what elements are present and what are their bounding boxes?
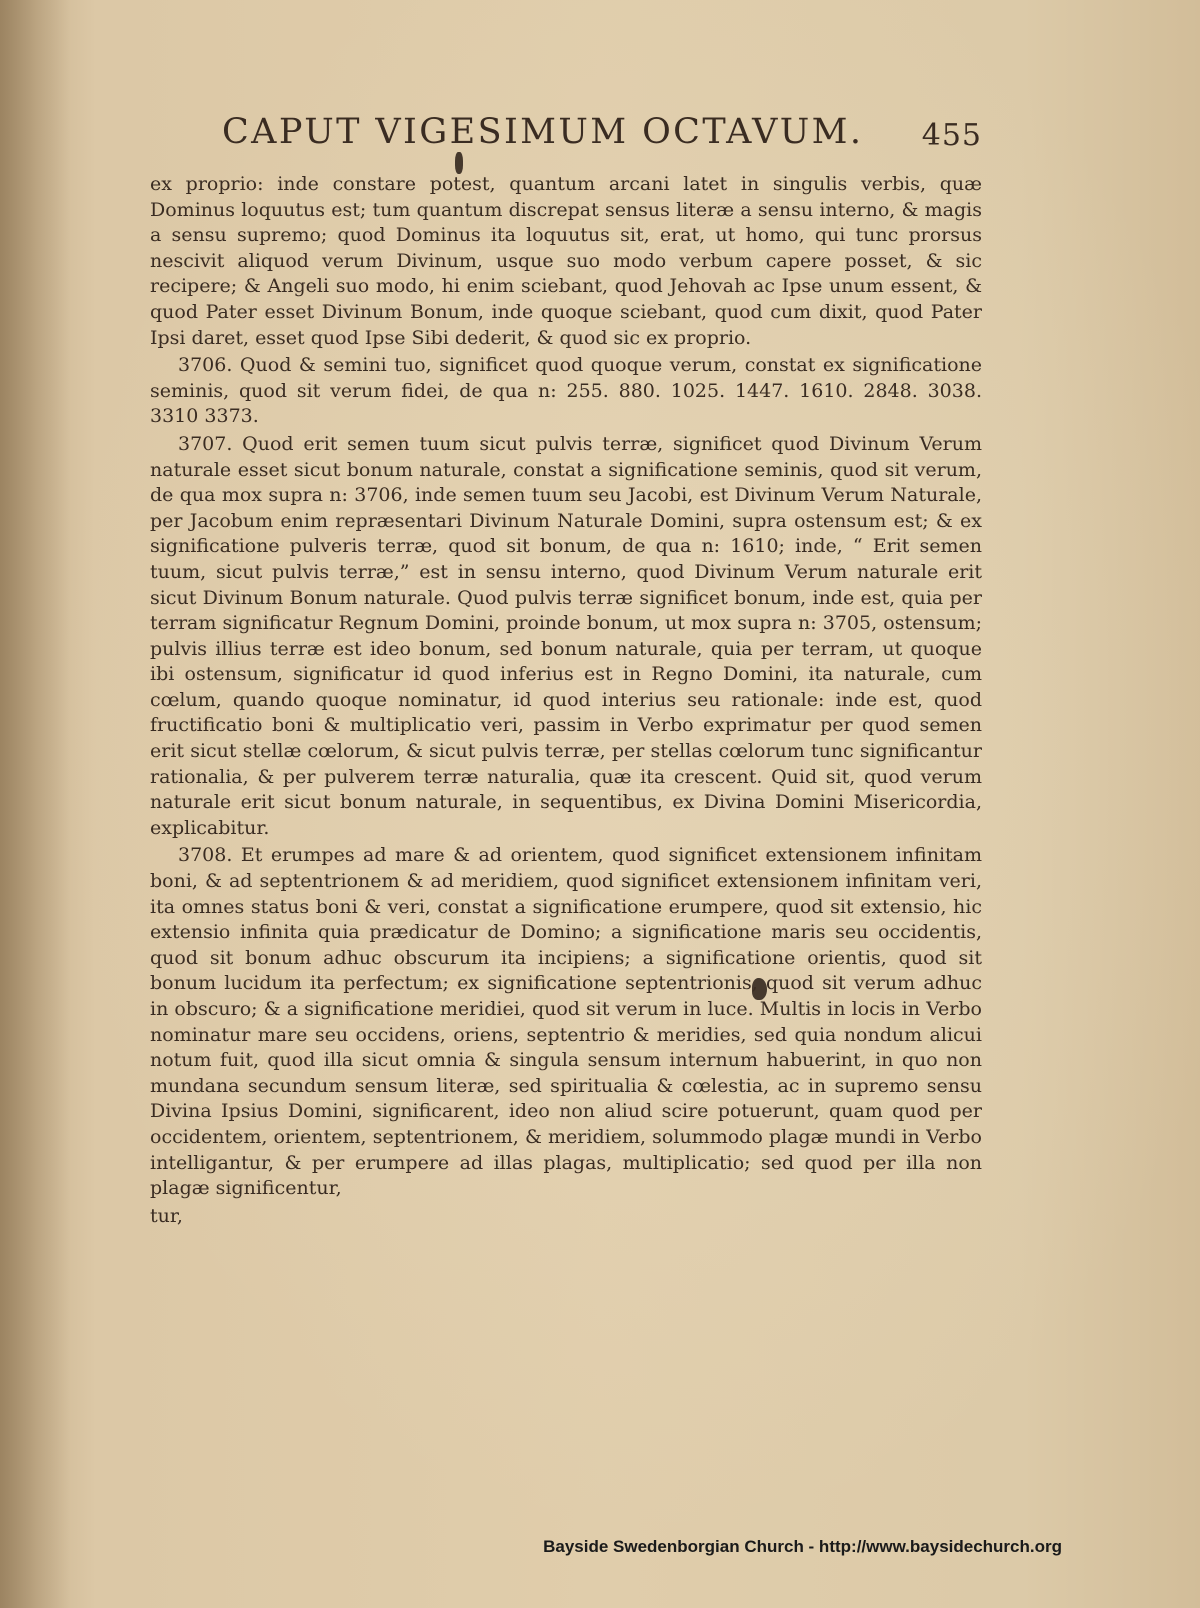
paragraph-3706: 3706. Quod & semini tuo, significet quod quoque verum, constat ex significatione seminis, quod sit verum fidei, de qua n: 255. 880. 1025. 1447. 1610. 2848. 3038. 3310 3373. <box>150 354 982 428</box>
paragraph: ex proprio: inde constare potest, quantum arcani latet in singulis verbis, quæ Dominus loquutus est; tum quantum discrepat sensus literæ a sensu interno, & magis a sensu supremo; quod Dominus ita loquutus sit, erat, ut homo, qui tunc prorsus nescivit aliquod verum Divinum, usque suo modo verbum capere posset, & sic recipere; & Angeli suo modo, hi enim sciebant, quod Jehovah ac Ipse unum essent, & quod Pater esset Divinum Bonum, inde quoque sciebant, quod cum dixit, quod Pater Ipsi daret, esset quod Ipse Sibi dederit, & quod sic ex proprio. <box>150 173 982 349</box>
paragraph-3708: 3708. Et erumpes ad mare & ad orientem, quod significet extensionem infinitam boni, & ad septentrionem & ad meridiem, quod significet extensionem infinitam veri, ita omnes status boni & veri, constat a significatione erumpere, quod sit extensio, hic extensio infinita quia prædicatur de Domino; a significatione maris seu occidentis, quod sit bonum adhuc obscurum ita incipiens; a significatione orientis, quod sit bonum lucidum ita perfectum; ex significatione septentrionis, quod sit verum adhuc in obscuro; & a significatione meridiei, quod sit verum in luce. Multis in locis in Verbo nominatur mare seu occidens, oriens, septentrio & meridies, sed quia nondum alicui notum fuit, quod illa sicut omnia & singula sensum internum habuerint, in quo non mundana secundum sensum literæ, sed spiritualia & cœlestia, ac in supremo sensu Divina Ipsius Domini, significarent, ideo non aliud scire potuerunt, quam quod per occidentem, orientem, septentrionem, & meridiem, solummodo plagæ mundi in Verbo intelligantur, & per erumpere ad illas plagas, multiplicatio; sed quod per illa non plagæ significentur, <box>150 844 982 1200</box>
page-number: 455 <box>921 118 982 153</box>
body-text <box>150 172 982 1231</box>
catchword: tur, <box>150 1204 183 1227</box>
gutter-shadow <box>0 0 70 1608</box>
ink-blot <box>455 152 463 174</box>
running-head: CAPUT VIGESIMUM OCTAVUM. <box>222 112 864 152</box>
watermark: Bayside Swedenborgian Church - http://www.baysidechurch.org <box>543 1537 1062 1556</box>
paragraph-3707: 3707. Quod erit semen tuum sicut pulvis terræ, significet quod Divinum Verum naturale esset sicut bonum naturale, constat a significatione seminis, quod sit verum, de qua mox supra n: 3706, inde semen tuum seu Jacobi, est Divinum Verum Naturale, per Jacobum enim repræsentari Divinum Naturale Domini, supra ostensum est; & ex significatione pulveris terræ, quod sit bonum, de qua n: 1610; inde, “ Erit semen tuum, sicut pulvis terræ,” est in sensu interno, quod Divinum Verum naturale erit sicut Divinum Bonum naturale. Quod pulvis terræ significet bonum, inde est, quia per terram significatur Regnum Domini, proinde bonum, ut mox supra n: 3705, ostensum; pulvis illius terræ est ideo bonum, sed bonum naturale, quia per terram, ut quoque ibi ostensum, significatur id quod inferius est in Regno Domini, ita naturale, cum cœlum, quando quoque nominatur, id quod interius seu rationale: inde est, quod fructificatio boni & multiplicatio veri, passim in Verbo exprimatur per quod semen erit sicut stellæ cœlorum, & sicut pulvis terræ, per stellas cœlorum tunc significantur rationalia, & per pulverem terræ naturalia, quæ ita crescent. Quid sit, quod verum naturale erit sicut bonum naturale, in sequentibus, ex Divina Domini Misericordia, explicabitur. <box>150 432 982 839</box>
page-header <box>150 112 982 162</box>
